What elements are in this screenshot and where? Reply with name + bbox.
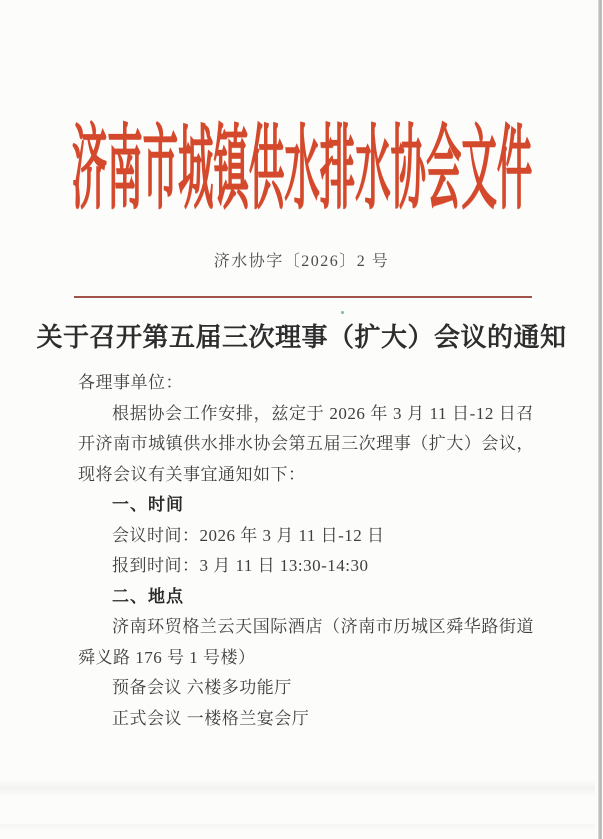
salutation: 各理事单位： — [78, 373, 183, 392]
preparatory-meeting-line: 预备会议 六楼多功能厅 — [112, 678, 292, 697]
venue-address-line: 济南环贸格兰云天国际酒店（济南市历城区舜华路街道舜义路 176 号 1 号楼） — [78, 617, 534, 667]
section-1-heading-time: 一、时间 — [112, 495, 184, 514]
document-body — [78, 368, 534, 734]
scan-smudge-band — [0, 780, 595, 796]
letterhead-title: 济南市城镇供水排水协会文件 — [71, 118, 532, 220]
notice-title: 关于召开第五届三次理事（扩大）会议的通知 — [36, 323, 567, 352]
intro-paragraph: 根据协会工作安排，兹定于 2026 年 3 月 11 日-12 日召开济南市城镇供水排水协会第五届三次理事（扩大）会议，现将会议有关事宜通知如下： — [78, 403, 534, 484]
scan-speck-artifact — [341, 311, 344, 314]
registration-time-line: 报到时间：3 月 11 日 13:30-14:30 — [112, 556, 369, 575]
section-2-heading-location: 二、地点 — [112, 586, 184, 606]
scan-bottom-band — [0, 824, 595, 832]
document-number: 济水协字〔2026〕2 号 — [213, 253, 390, 270]
meeting-time-line: 会议时间：2026 年 3 月 11 日-12 日 — [112, 525, 385, 545]
scan-right-edge-artifact — [598, 0, 602, 839]
letterhead — [0, 118, 603, 220]
red-divider-rule — [74, 296, 532, 298]
formal-meeting-line: 正式会议 一楼格兰宴会厅 — [112, 708, 310, 728]
